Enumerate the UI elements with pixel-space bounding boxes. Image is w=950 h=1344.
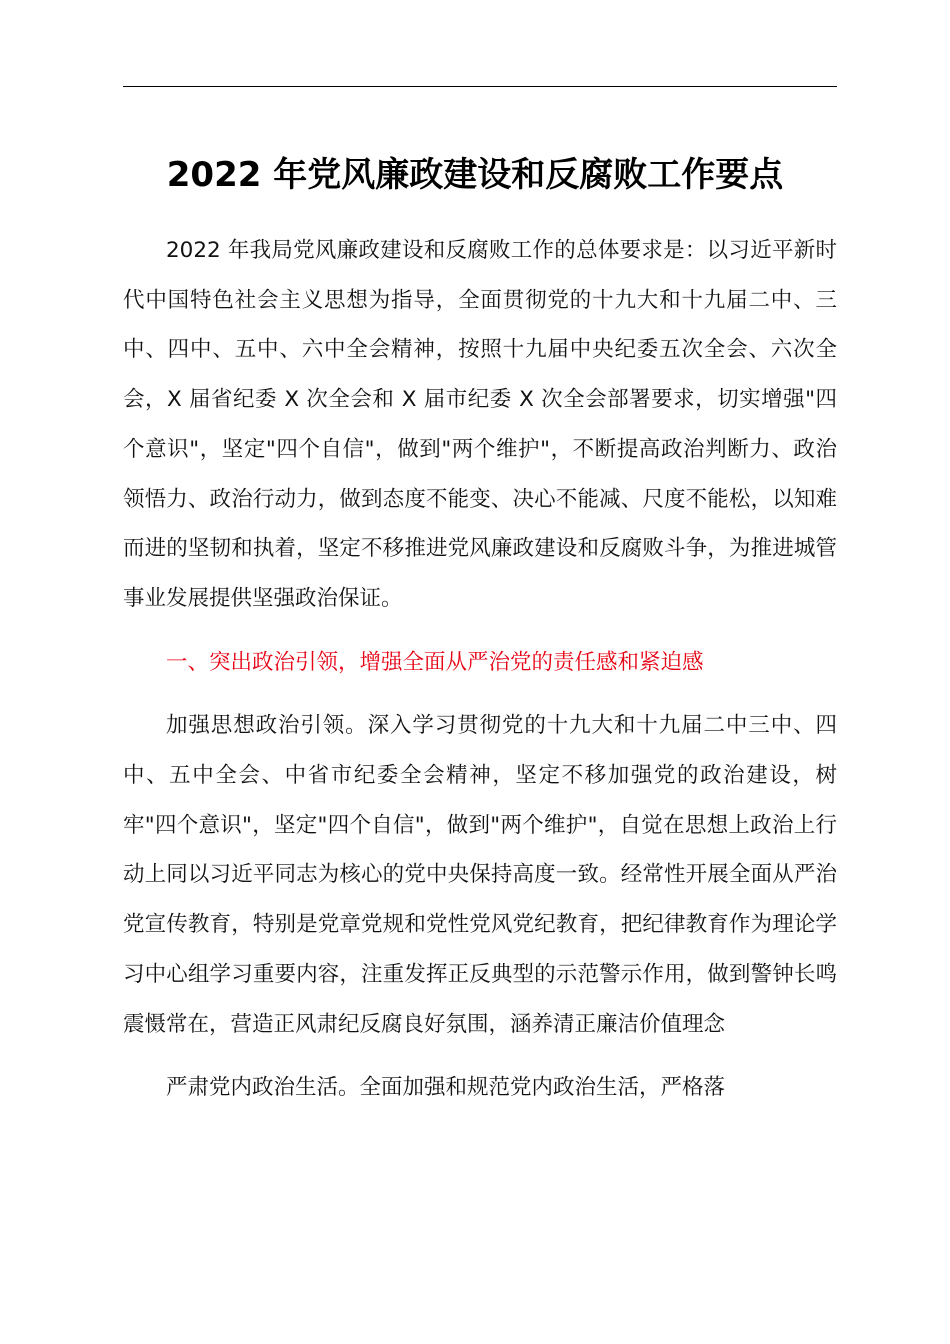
section1-paragraph-2: 严肃党内政治生活。全面加强和规范党内政治生活，严格落	[166, 1075, 726, 1101]
document-body	[123, 226, 837, 1113]
section-heading-1: 一、突出政治引领，增强全面从严治党的责任感和紧迫感	[166, 649, 704, 675]
intro-paragraph: 2022 年我局党风廉政建设和反腐败工作的总体要求是：以习近平新时代中国特色社会主义思想为指导，全面贯彻党的十九大和十九届二中、三中、四中、五中、六中全会精神，按照十九届中央纪委五次全会、六次全会，X 届省纪委 X 次全会和 X 届市纪委 X 次全会部署要求，切实增强"四个意识"，坚定"四个自信"，做到"两个维护"，不断提高政治判断力、政治领悟力、政治行动力，做到态度不能变、决心不能减、尺度不能松，以知难而进的坚韧和执着，坚定不移推进党风廉政建设和反腐败斗争，为推进城管事业发展提供坚强政治保证。	[123, 238, 837, 611]
header-rule	[123, 86, 837, 87]
document-title: 2022 年党风廉政建设和反腐败工作要点	[166, 155, 784, 195]
section1-paragraph-1: 加强思想政治引领。深入学习贯彻党的十九大和十九届二中三中、四中、五中全会、中省市纪委全会精神，坚定不移加强党的政治建设，树牢"四个意识"，坚定"四个自信"，做到"两个维护"，自觉在思想上政治上行动上同以习近平同志为核心的党中央保持高度一致。经常性开展全面从严治党宣传教育，特别是党章党规和党性党风党纪教育，把纪律教育作为理论学习中心组学习重要内容，注重发挥正反典型的示范警示作用，做到警钟长鸣震慑常在，营造正风肃纪反腐良好氛围，涵养清正廉洁价值理念	[123, 713, 837, 1037]
